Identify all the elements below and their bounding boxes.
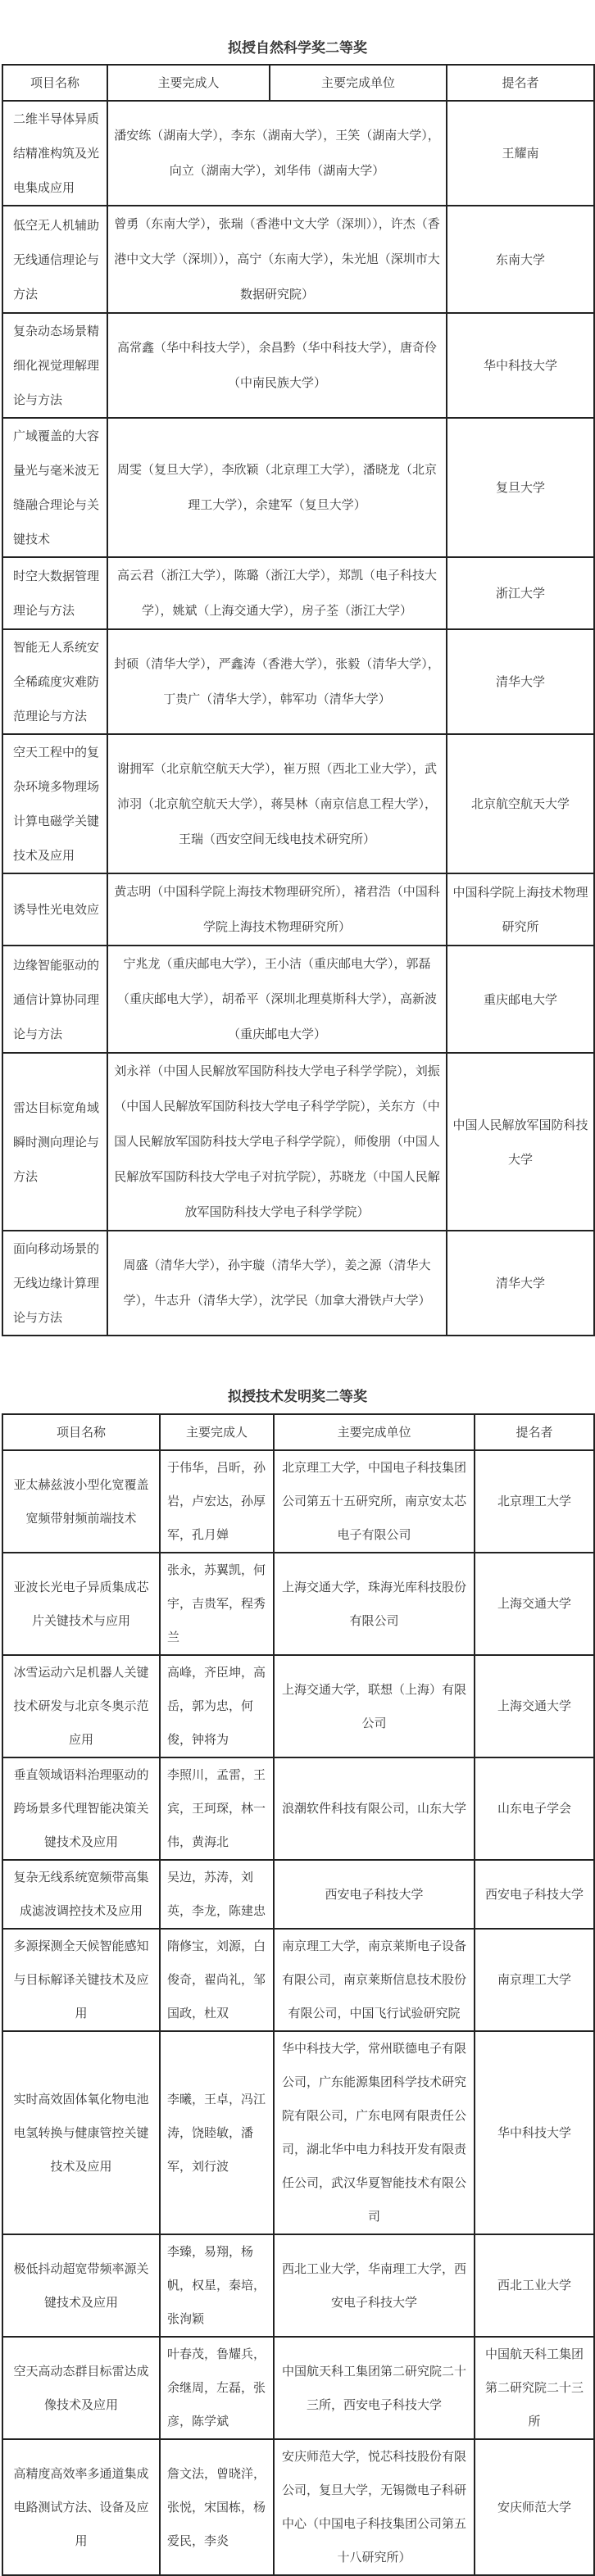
table-row	[2, 1860, 594, 1929]
natural-science-title: 拟授自然科学奖二等奖	[228, 40, 367, 57]
table-row	[2, 1450, 594, 1553]
project-name-cell: 空天工程中的复杂环境多物理场计算电磁学关键技术及应用	[2, 734, 107, 873]
nominator-cell: 复旦大学	[447, 418, 594, 557]
main-people-cell: 高峰，齐臣坤，高岳，郭为忠，何俊，钟将为	[160, 1655, 274, 1757]
project-name-cell: 实时高效固体氧化物电池电氢转换与健康管控关键技术及应用	[2, 2031, 160, 2234]
table-row	[2, 206, 594, 313]
table-row	[2, 1655, 594, 1757]
project-name-cell: 冰雪运动六足机器人关键技术研发与北京冬奥示范应用	[2, 1655, 160, 1757]
nominator-cell: 安庆师范大学	[475, 2439, 594, 2575]
table-row	[2, 1757, 594, 1860]
people-units-cell: 封硕（清华大学），严鑫涛（香港大学），张毅（清华大学），丁贵广（清华大学），韩军功（清华大学）	[107, 629, 447, 734]
main-units-cell: 华中科技大学，常州联德电子有限公司，广东能源集团科学技术研究院有限公司，广东电网有限责任公司，湖北华中电力科技开发有限责任公司，武汉华夏智能技术有限公司	[274, 2031, 475, 2234]
project-name-cell: 时空大数据管理理论与方法	[2, 557, 107, 629]
main-units-cell: 南京理工大学，南京莱斯电子设备有限公司，南京莱斯信息技术股份有限公司，中国飞行试验研究院	[274, 1929, 475, 2031]
project-name-cell: 复杂动态场景精细化视觉理解理论与方法	[2, 313, 107, 418]
main-people-cell: 李臻，易翔，杨帆，权星，秦培，张洵颖	[160, 2234, 274, 2337]
project-name-cell: 亚波长光电子异质集成芯片关键技术与应用	[2, 1553, 160, 1655]
nominator-cell: 南京理工大学	[475, 1929, 594, 2031]
project-name-cell: 广域覆盖的大容量光与毫米波无缝融合理论与关键技术	[2, 418, 107, 557]
main-units-cell: 西北工业大学，华南理工大学，西安电子科技大学	[274, 2234, 475, 2337]
header-main-people: 主要完成人	[160, 1414, 274, 1450]
tech-invention-title: 拟授技术发明奖二等奖	[228, 1389, 367, 1405]
table-row	[2, 101, 594, 206]
main-people-cell: 李照川，孟雷，王宾，王珂琛，林一伟，黄海北	[160, 1757, 274, 1860]
table-row	[2, 2337, 594, 2439]
people-units-cell: 高常鑫（华中科技大学），余昌黔（华中科技大学），唐奇伶（中南民族大学）	[107, 313, 447, 418]
nominator-cell: 清华大学	[447, 1231, 594, 1336]
main-people-cell: 吴边，苏涛，刘英，李龙，陈建忠	[160, 1860, 274, 1929]
header-project-name: 项目名称	[2, 65, 107, 101]
table-row	[2, 1553, 594, 1655]
project-name-cell: 智能无人系统安全稀疏度灾难防范理论与方法	[2, 629, 107, 734]
project-name-cell: 多源探测全天候智能感知与目标解译关键技术及应用	[2, 1929, 160, 2031]
people-units-cell: 宁兆龙（重庆邮电大学），王小洁（重庆邮电大学），郭磊（重庆邮电大学），胡希平（深圳北理莫斯科大学），高新波（重庆邮电大学）	[107, 946, 447, 1053]
project-name-cell: 极低抖动超宽带频率源关键技术及应用	[2, 2234, 160, 2337]
nominator-cell: 清华大学	[447, 629, 594, 734]
project-name-cell: 雷达目标宽角域瞬时测向理论与方法	[2, 1053, 107, 1231]
main-units-cell: 西安电子科技大学	[274, 1860, 475, 1929]
project-name-cell: 边缘智能驱动的通信计算协同理论与方法	[2, 946, 107, 1053]
nominator-cell: 北京理工大学	[475, 1450, 594, 1553]
main-people-cell: 詹文法，曾晓洋，张悦，宋国栋，杨爱民，李炎	[160, 2439, 274, 2575]
nominator-cell: 中国人民解放军国防科技大学	[447, 1053, 594, 1231]
table-header-row	[2, 1414, 594, 1450]
natural-science-table	[2, 64, 595, 1336]
table-row	[2, 2439, 594, 2575]
table-row	[2, 1231, 594, 1336]
people-units-cell: 刘永祥（中国人民解放军国防科技大学电子科学学院），刘振（中国人民解放军国防科技大学电子科学学院），关东方（中国人民解放军国防科技大学电子科学学院），师俊朋（中国人民解放军国防科技大学电子对抗学院），苏晓龙（中国人民解放军国防科技大学电子科学学院）	[107, 1053, 447, 1231]
main-units-cell: 北京理工大学，中国电子科技集团公司第五十五研究所，南京安太芯电子有限公司	[274, 1450, 475, 1553]
people-units-cell: 周盛（清华大学），孙宇璇（清华大学），姜之源（清华大学），牛志升（清华大学），沈学民（加拿大滑铁卢大学）	[107, 1231, 447, 1336]
header-main-units: 主要完成单位	[274, 1414, 475, 1450]
table-row	[2, 1929, 594, 2031]
main-people-cell: 张永，苏翼凯，何宇，吉贵军，程秀兰	[160, 1553, 274, 1655]
people-units-cell: 高云君（浙江大学），陈璐（浙江大学），郑凯（电子科技大学），姚斌（上海交通大学），房子荃（浙江大学）	[107, 557, 447, 629]
main-people-cell: 叶春茂，鲁耀兵，余继周，左磊，张彦，陈学斌	[160, 2337, 274, 2439]
nominator-cell: 王耀南	[447, 101, 594, 206]
table-row	[2, 946, 594, 1053]
table-row	[2, 873, 594, 946]
main-people-cell: 隋修宝，刘源，白俊奇，翟尚礼，邹国政，杜双	[160, 1929, 274, 2031]
table-row	[2, 418, 594, 557]
nominator-cell: 北京航空航天大学	[447, 734, 594, 873]
project-name-cell: 低空无人机辅助无线通信理论与方法	[2, 206, 107, 313]
header-main-people: 主要完成人	[107, 65, 270, 101]
project-name-cell: 诱导性光电效应	[2, 873, 107, 946]
table-row	[2, 2234, 594, 2337]
header-nominator: 提名者	[475, 1414, 594, 1450]
main-units-cell: 上海交通大学，联想（上海）有限公司	[274, 1655, 475, 1757]
tech-invention-section	[0, 1381, 595, 2576]
people-units-cell: 曾勇（东南大学），张瑞（香港中文大学（深圳）），许杰（香港中文大学（深圳）），高宁（东南大学），朱光旭（深圳市大数据研究院）	[107, 206, 447, 313]
main-people-cell: 李曦，王卓，冯江涛，饶睦敏，潘军，刘行波	[160, 2031, 274, 2234]
main-units-cell: 上海交通大学，珠海光库科技股份有限公司	[274, 1553, 475, 1655]
main-units-cell: 安庆师范大学，悦芯科技股份有限公司，复旦大学，无锡微电子科研中心（中国电子科技集团公司第五十八研究所）	[274, 2439, 475, 2575]
nominator-cell: 山东电子学会	[475, 1757, 594, 1860]
project-name-cell: 垂直领域语料治理驱动的跨场景多代理智能决策关键技术及应用	[2, 1757, 160, 1860]
header-nominator: 提名者	[447, 65, 594, 101]
people-units-cell: 潘安练（湖南大学），李东（湖南大学），王笑（湖南大学），向立（湖南大学），刘华伟（湖南大学）	[107, 101, 447, 206]
header-project-name: 项目名称	[2, 1414, 160, 1450]
main-units-cell: 浪潮软件科技有限公司，山东大学	[274, 1757, 475, 1860]
nominator-cell: 上海交通大学	[475, 1553, 594, 1655]
project-name-cell: 高精度高效率多通道集成电路测试方法、设备及应用	[2, 2439, 160, 2575]
header-main-units: 主要完成单位	[270, 65, 447, 101]
project-name-cell: 面向移动场景的无线边缘计算理论与方法	[2, 1231, 107, 1336]
table-row	[2, 1053, 594, 1231]
nominator-cell: 西北工业大学	[475, 2234, 594, 2337]
project-name-cell: 二维半导体异质结精准构筑及光电集成应用	[2, 101, 107, 206]
nominator-cell: 浙江大学	[447, 557, 594, 629]
main-people-cell: 于伟华，吕昕，孙岩，卢宏达，孙厚军，孔月婵	[160, 1450, 274, 1553]
table-header-row	[2, 65, 594, 101]
people-units-cell: 周雯（复旦大学），李欣颖（北京理工大学），潘晓龙（北京理工大学），余建军（复旦大学）	[107, 418, 447, 557]
main-units-cell: 中国航天科工集团第二研究院二十三所，西安电子科技大学	[274, 2337, 475, 2439]
project-name-cell: 空天高动态群目标雷达成像技术及应用	[2, 2337, 160, 2439]
nominator-cell: 中国航天科工集团第二研究院二十三所	[475, 2337, 594, 2439]
nominator-cell: 华中科技大学	[475, 2031, 594, 2234]
table-row	[2, 734, 594, 873]
nominator-cell: 东南大学	[447, 206, 594, 313]
table-row	[2, 313, 594, 418]
nominator-cell: 中国科学院上海技术物理研究所	[447, 873, 594, 946]
tech-invention-table	[2, 1413, 595, 2576]
project-name-cell: 复杂无线系统宽频带高集成滤波调控技术及应用	[2, 1860, 160, 1929]
table-row	[2, 2031, 594, 2234]
people-units-cell: 黄志明（中国科学院上海技术物理研究所），褚君浩（中国科学院上海技术物理研究所）	[107, 873, 447, 946]
nominator-cell: 华中科技大学	[447, 313, 594, 418]
project-name-cell: 亚太赫兹波小型化宽覆盖宽频带射频前端技术	[2, 1450, 160, 1553]
table-row	[2, 629, 594, 734]
nominator-cell: 重庆邮电大学	[447, 946, 594, 1053]
nominator-cell: 上海交通大学	[475, 1655, 594, 1757]
nominator-cell: 西安电子科技大学	[475, 1860, 594, 1929]
table-row	[2, 557, 594, 629]
people-units-cell: 谢拥军（北京航空航天大学），崔万照（西北工业大学），武沛羽（北京航空航天大学），蒋昊林（南京信息工程大学），王瑞（西安空间无线电技术研究所）	[107, 734, 447, 873]
